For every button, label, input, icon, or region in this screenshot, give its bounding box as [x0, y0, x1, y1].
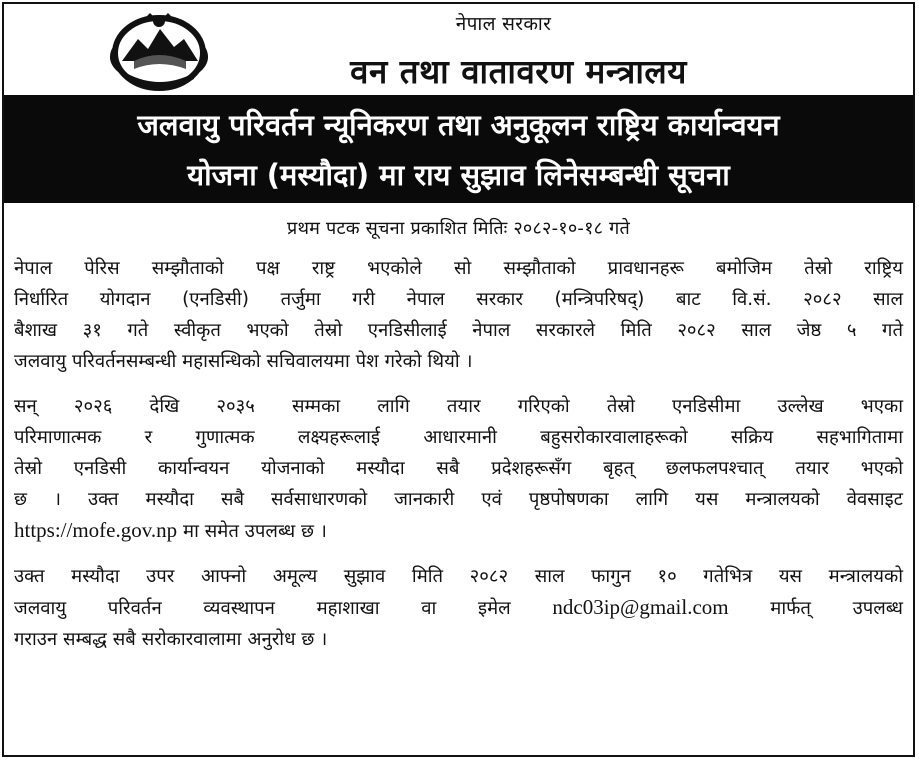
contact-email-link[interactable]: ndc03ip@gmail.com: [552, 595, 729, 619]
paragraph-line: बैशाख ३१ गते स्वीकृत भएको तेस्रो एनडिसीलाई नेपाल सरकारले मिति २०८२ साल जेष्ठ ५ गते: [14, 320, 903, 341]
url-suffix-text: मा समेत उपलब्ध छ ।: [177, 521, 327, 542]
paragraph-line: उक्त मस्यौदा उपर आफ्नो अमूल्य सुझाव मिति २०८२ साल फागुन १० गतेभित्र यस मन्त्रालयको: [14, 566, 903, 587]
paragraph-line: परिमाणात्मक र गुणात्मक लक्ष्यहरूलाई आधारमानी बहुसरोकारवालाहरूको सक्रिय सहभागितामा: [14, 427, 903, 448]
paragraph-line: नेपाल पेरिस सम्झौताको पक्ष राष्ट्र भएकोले सो सम्झौताको प्रावधानहरू बमोजिम तेस्रो राष्ट्रिय: [14, 258, 903, 279]
email-suffix-text: मार्फत् उपलब्ध: [728, 598, 903, 619]
paragraph-line: [14, 515, 903, 547]
paragraph-3: [14, 561, 903, 655]
notice-title-line-1: जलवायु परिवर्तन न्यूनिकरण तथा अनुकूलन राष्ट्रिय कार्यान्वयन: [137, 108, 780, 142]
ministry-name: वन तथा वातावरण मन्त्रालय: [350, 52, 687, 91]
paragraph-line: गराउन सम्बद्ध सबै सरोकारवालामा अनुरोध छ ।: [14, 629, 328, 650]
notice-body: [14, 253, 903, 669]
paragraph-1: [14, 253, 903, 377]
publication-date: प्रथम पटक सूचना प्रकाशित मितिः २०८२-१०-१८ गते: [287, 218, 630, 239]
paragraph-line: निर्धारित योगदान (एनडिसी) तर्जुमा गरी नेपाल सरकार (मन्त्रिपरिषद्) बाट वि.सं. २०८२ साल: [14, 289, 903, 310]
government-name: नेपाल सरकार: [455, 13, 552, 35]
paragraph-2: [14, 391, 903, 547]
email-prefix-text: जलवायु परिवर्तन व्यवस्थापन महाशाखा वा इमेल: [14, 598, 553, 619]
paragraph-line: सन् २०२६ देखि २०३५ सम्मका लागि तयार गरिएको तेस्रो एनडिसीमा उल्लेख भएका: [14, 396, 903, 417]
paragraph-line: तेस्रो एनडिसी कार्यान्वयन योजनाको मस्यौदा सबै प्रदेशहरूसँग बृहत् छलफलपश्चात् तयार भएको: [14, 458, 903, 479]
notice-header: [4, 4, 913, 95]
paragraph-line: जलवायु परिवर्तनसम्बन्धी महासन्धिको सचिवालयमा पेश गरेको थियो ।: [14, 351, 473, 372]
notice-title-line-2: योजना (मस्यौदा) मा राय सुझाव लिनेसम्बन्धी सूचना: [187, 158, 730, 192]
ministry-website-link[interactable]: https://mofe.gov.np: [14, 518, 178, 542]
notice-title-bar: [4, 95, 913, 203]
paragraph-line: [14, 592, 903, 624]
public-notice: [2, 2, 915, 757]
paragraph-line: छ । उक्त मस्यौदा सबै सर्वसाधारणको जानकारी एवं पृष्ठपोषणका लागि यस मन्त्रालयको वेवसाइट: [14, 489, 903, 510]
